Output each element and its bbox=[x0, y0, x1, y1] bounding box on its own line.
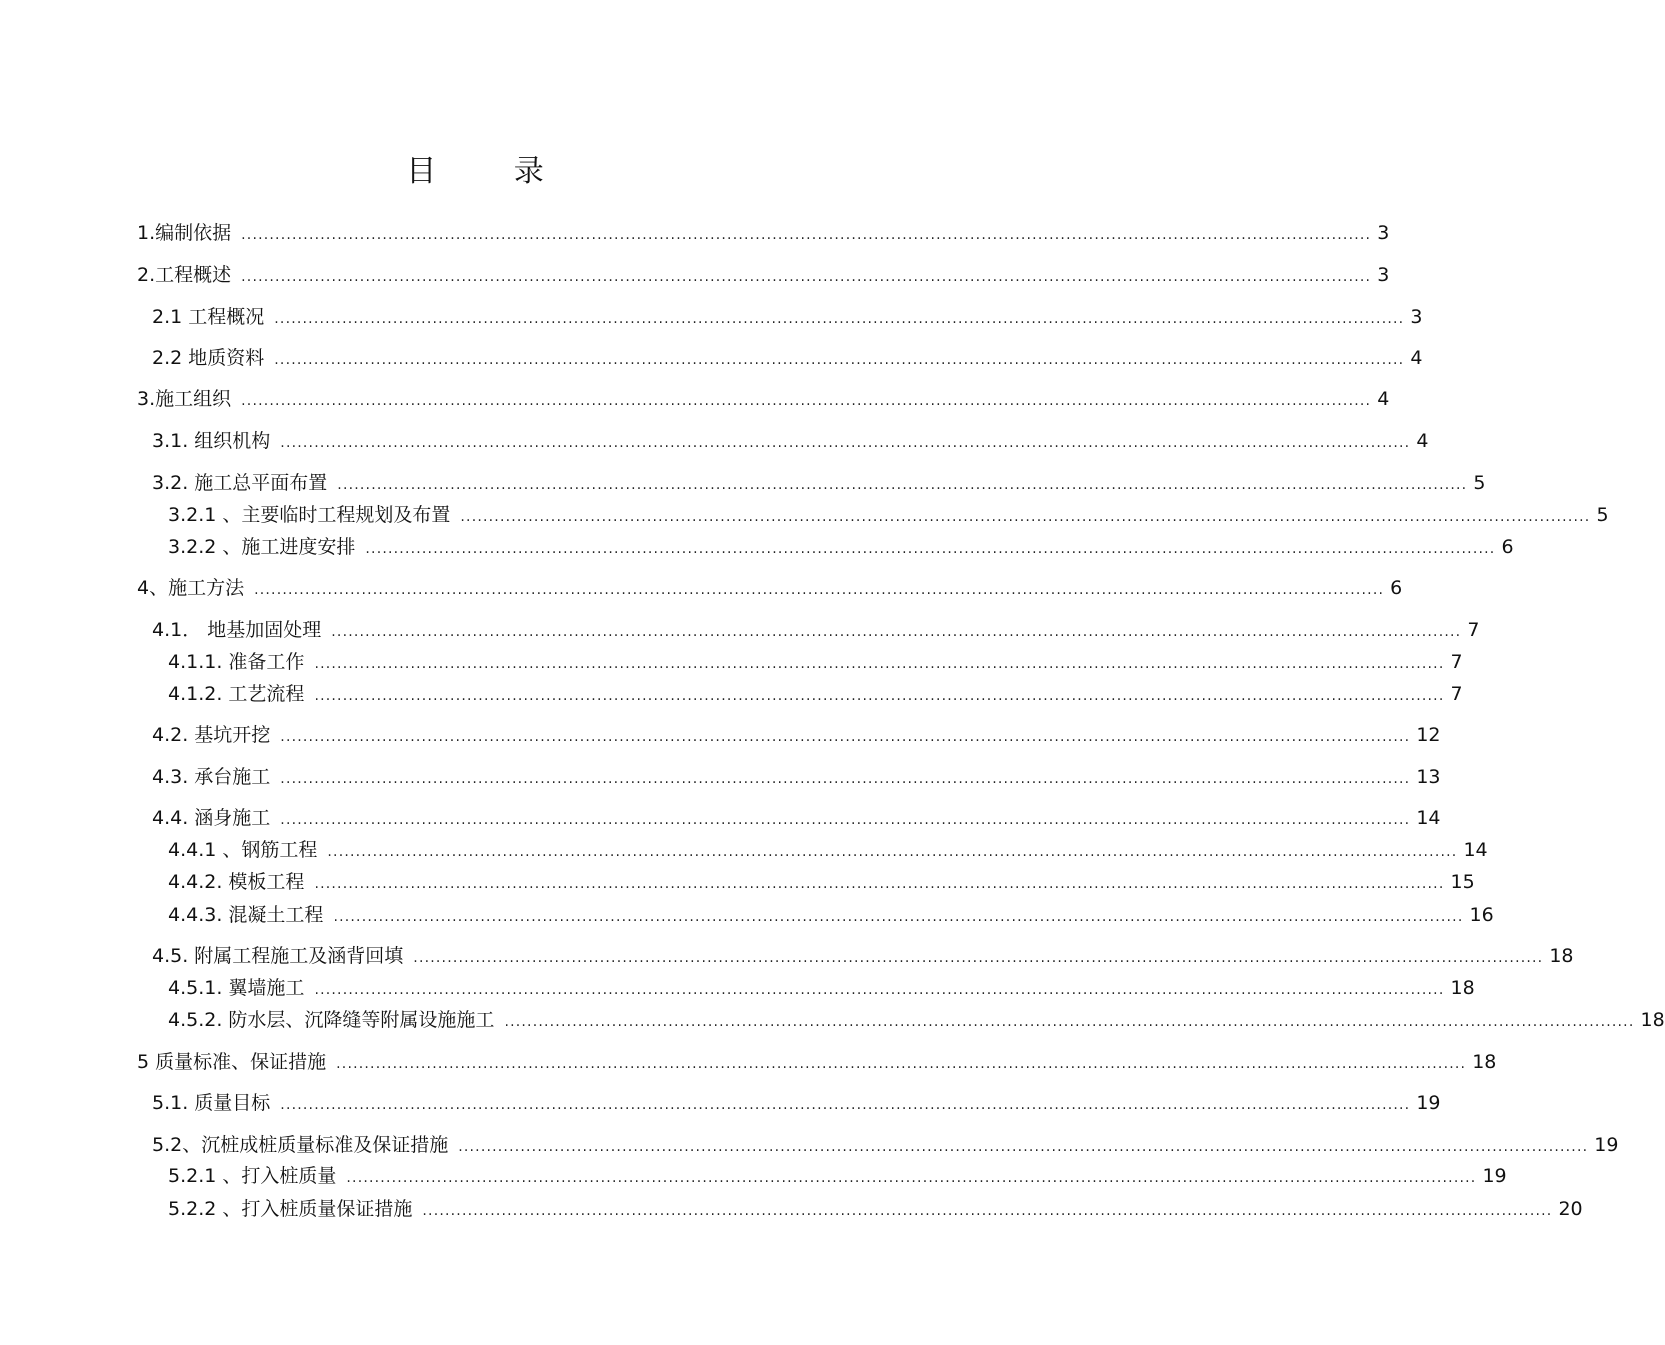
toc-entry-label: 2.1 工程概况 bbox=[152, 306, 265, 328]
toc-entry-label: 5.2.2 、打入桩质量保证措施 bbox=[168, 1198, 413, 1220]
toc-entry-label: 3.2.2 、施工进度安排 bbox=[168, 536, 356, 558]
toc-leader-dots: ........................................................................................................................................................................................................ bbox=[241, 269, 1372, 285]
toc-entry-label: 3.施工组织 bbox=[137, 388, 232, 410]
toc-leader-dots: ........................................................................................................................................................................................................ bbox=[314, 876, 1445, 892]
toc-entry-page: 6 bbox=[1390, 577, 1403, 599]
toc-entry-label: 5.2.1 、打入桩质量 bbox=[168, 1165, 337, 1187]
toc-entry[interactable] bbox=[168, 865, 1475, 893]
toc-entry-label: 4、施工方法 bbox=[137, 577, 245, 599]
toc-leader-dots: ........................................................................................................................................................................................................ bbox=[280, 435, 1411, 451]
toc-leader-dots: ........................................................................................................................................................................................................ bbox=[274, 352, 1405, 368]
toc-entry-page: 15 bbox=[1450, 871, 1475, 893]
toc-entry[interactable] bbox=[168, 1159, 1507, 1187]
toc-entry-page: 14 bbox=[1416, 807, 1441, 829]
toc-entry[interactable] bbox=[152, 939, 1574, 967]
toc-entry-page: 3 bbox=[1377, 222, 1390, 244]
toc-entry[interactable] bbox=[152, 1128, 1619, 1156]
toc-entry[interactable] bbox=[152, 300, 1423, 328]
toc-leader-dots: ........................................................................................................................................................................................................ bbox=[346, 1170, 1477, 1186]
toc-entry[interactable] bbox=[137, 258, 1390, 286]
toc-entry-page: 5 bbox=[1596, 504, 1609, 526]
toc-leader-dots: ........................................................................................................................................................................................................ bbox=[422, 1203, 1553, 1219]
toc-entry-page: 18 bbox=[1450, 977, 1475, 999]
toc-leader-dots: ........................................................................................................................................................................................................ bbox=[333, 909, 1464, 925]
toc-entry-label: 4.2. 基坑开挖 bbox=[152, 724, 271, 746]
toc-entry[interactable] bbox=[168, 530, 1514, 558]
toc-entry-page: 12 bbox=[1416, 724, 1441, 746]
toc-entry-page: 7 bbox=[1450, 651, 1463, 673]
toc-entry-label: 4.3. 承台施工 bbox=[152, 766, 271, 788]
toc-entry[interactable] bbox=[137, 1045, 1497, 1073]
toc-entry-page: 4 bbox=[1410, 347, 1423, 369]
toc-entry[interactable] bbox=[152, 718, 1441, 746]
toc-leader-dots: ........................................................................................................................................................................................................ bbox=[280, 729, 1411, 745]
toc-leader-dots: ........................................................................................................................................................................................................ bbox=[327, 844, 1458, 860]
toc-entry[interactable] bbox=[152, 341, 1423, 369]
toc-entry[interactable] bbox=[152, 424, 1429, 452]
toc-leader-dots: ........................................................................................................................................................................................................ bbox=[460, 509, 1591, 525]
toc-entry[interactable] bbox=[168, 645, 1463, 673]
toc-leader-dots: ........................................................................................................................................................................................................ bbox=[331, 624, 1462, 640]
toc-leader-dots: ........................................................................................................................................................................................................ bbox=[314, 688, 1445, 704]
toc-entry-page: 19 bbox=[1594, 1134, 1619, 1156]
toc-leader-dots: ........................................................................................................................................................................................................ bbox=[314, 982, 1445, 998]
toc-entry-page: 16 bbox=[1469, 904, 1494, 926]
toc-entry[interactable] bbox=[152, 1086, 1441, 1114]
toc-leader-dots: ........................................................................................................................................................................................................ bbox=[337, 477, 1468, 493]
toc-entry-label: 4.5.1. 翼墙施工 bbox=[168, 977, 305, 999]
toc-entry-label: 4.5. 附属工程施工及涵背回填 bbox=[152, 945, 404, 967]
toc-leader-dots: ........................................................................................................................................................................................................ bbox=[280, 771, 1411, 787]
toc-entry-page: 19 bbox=[1416, 1092, 1441, 1114]
toc-entry[interactable] bbox=[168, 833, 1488, 861]
toc-entry-page: 3 bbox=[1377, 264, 1390, 286]
toc-entry[interactable] bbox=[168, 971, 1475, 999]
toc-entry-page: 19 bbox=[1482, 1165, 1507, 1187]
toc-entry-label: 5.1. 质量目标 bbox=[152, 1092, 271, 1114]
toc-leader-dots: ........................................................................................................................................................................................................ bbox=[280, 812, 1411, 828]
toc-leader-dots: ........................................................................................................................................................................................................ bbox=[274, 311, 1405, 327]
toc-entry-page: 7 bbox=[1450, 683, 1463, 705]
toc-entry-page: 18 bbox=[1472, 1051, 1497, 1073]
toc-entry-label: 1.编制依据 bbox=[137, 222, 232, 244]
toc-entry-label: 3.2. 施工总平面布置 bbox=[152, 472, 328, 494]
toc-entry-label: 3.2.1 、主要临时工程规划及布置 bbox=[168, 504, 451, 526]
toc-entry[interactable] bbox=[168, 1003, 1665, 1031]
toc-entry-page: 3 bbox=[1410, 306, 1423, 328]
toc-entry-page: 6 bbox=[1501, 536, 1514, 558]
toc-entry-label: 2.2 地质资料 bbox=[152, 347, 265, 369]
toc-entry-page: 20 bbox=[1558, 1198, 1583, 1220]
toc-leader-dots: ........................................................................................................................................................................................................ bbox=[458, 1139, 1589, 1155]
toc-entry-label: 4.1.1. 准备工作 bbox=[168, 651, 305, 673]
toc-entry-page: 5 bbox=[1473, 472, 1486, 494]
toc-entry-label: 4.4. 涵身施工 bbox=[152, 807, 271, 829]
toc-entry-label: 4.4.1 、钢筋工程 bbox=[168, 839, 318, 861]
toc-leader-dots: ........................................................................................................................................................................................................ bbox=[413, 950, 1544, 966]
toc-entry-page: 18 bbox=[1640, 1009, 1665, 1031]
toc-entry-page: 18 bbox=[1549, 945, 1574, 967]
toc-entry-page: 13 bbox=[1416, 766, 1441, 788]
toc-entry[interactable] bbox=[152, 466, 1486, 494]
toc-entry[interactable] bbox=[137, 216, 1390, 244]
page-title: 目 录 bbox=[406, 154, 578, 189]
toc-entry-label: 4.1.2. 工艺流程 bbox=[168, 683, 305, 705]
toc-entry[interactable] bbox=[137, 382, 1390, 410]
toc-leader-dots: ........................................................................................................................................................................................................ bbox=[254, 582, 1385, 598]
toc-entry-page: 14 bbox=[1463, 839, 1488, 861]
toc-entry[interactable] bbox=[152, 613, 1480, 641]
toc-leader-dots: ........................................................................................................................................................................................................ bbox=[314, 656, 1445, 672]
toc-leader-dots: ........................................................................................................................................................................................................ bbox=[241, 393, 1372, 409]
toc-entry-label: 3.1. 组织机构 bbox=[152, 430, 271, 452]
toc-entry-label: 4.4.3. 混凝土工程 bbox=[168, 904, 324, 926]
toc-leader-dots: ........................................................................................................................................................................................................ bbox=[504, 1014, 1635, 1030]
toc-leader-dots: ........................................................................................................................................................................................................ bbox=[280, 1097, 1411, 1113]
toc-entry[interactable] bbox=[152, 760, 1441, 788]
toc-leader-dots: ........................................................................................................................................................................................................ bbox=[365, 541, 1496, 557]
toc-entry-page: 4 bbox=[1377, 388, 1390, 410]
toc-entry-label: 5 质量标准、保证措施 bbox=[137, 1051, 327, 1073]
toc-entry[interactable] bbox=[168, 1192, 1583, 1220]
toc-entry-label: 4.4.2. 模板工程 bbox=[168, 871, 305, 893]
toc-leader-dots: ........................................................................................................................................................................................................ bbox=[241, 227, 1372, 243]
toc-entry[interactable] bbox=[168, 898, 1494, 926]
toc-entry[interactable] bbox=[152, 801, 1441, 829]
toc-entry-label: 4.1． 地基加固处理 bbox=[152, 619, 322, 641]
toc-entry-page: 7 bbox=[1467, 619, 1480, 641]
toc-entry-label: 5.2、沉桩成桩质量标准及保证措施 bbox=[152, 1134, 449, 1156]
toc-leader-dots: ........................................................................................................................................................................................................ bbox=[336, 1056, 1467, 1072]
toc-entry-label: 4.5.2. 防水层、沉降缝等附属设施施工 bbox=[168, 1009, 495, 1031]
toc-entry[interactable] bbox=[168, 677, 1463, 705]
toc-entry[interactable] bbox=[137, 571, 1403, 599]
toc-entry-label: 2.工程概述 bbox=[137, 264, 232, 286]
toc-entry-page: 4 bbox=[1416, 430, 1429, 452]
toc-entry[interactable] bbox=[168, 498, 1609, 526]
